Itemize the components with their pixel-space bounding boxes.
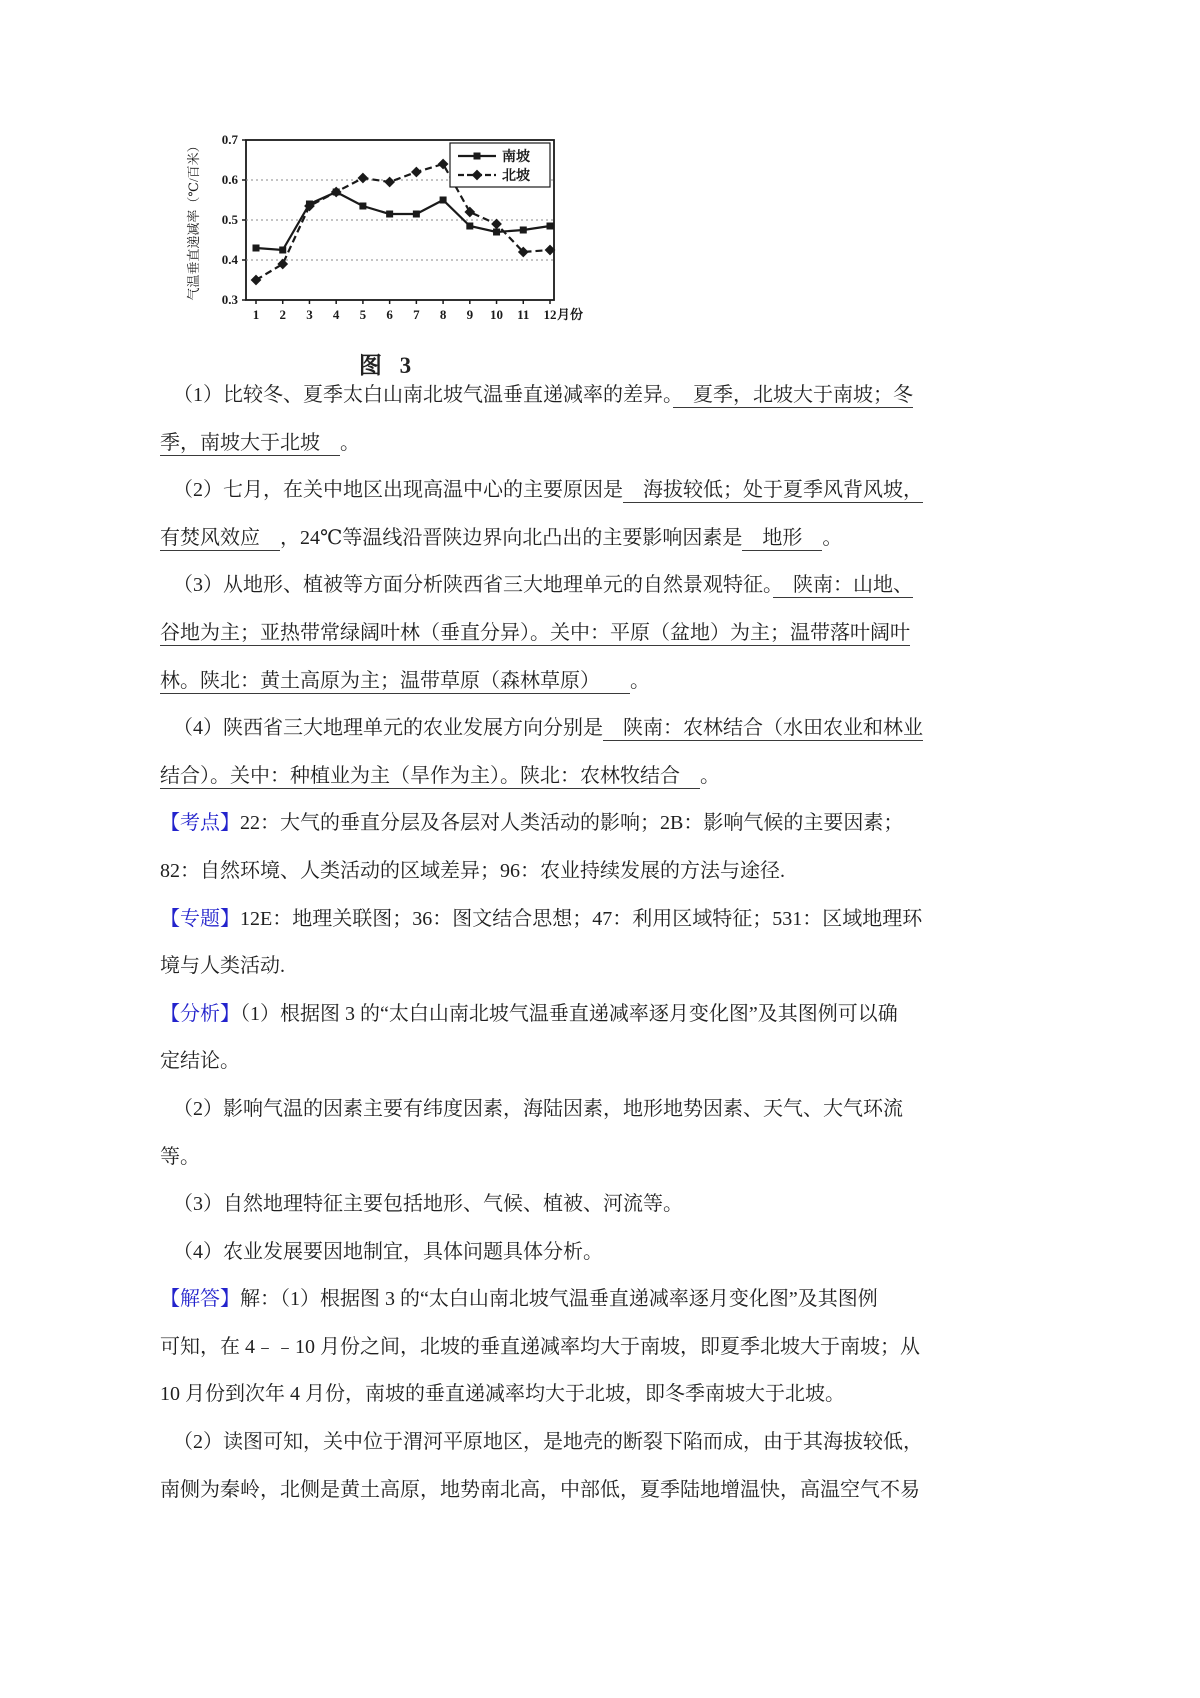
text-segment: （2）影响气温的因素主要有纬度因素，海陆因素，地形地势因素、天气、大气环流 <box>173 1097 903 1120</box>
x-tick-label: 7 <box>413 307 420 322</box>
marker-diamond <box>331 187 342 198</box>
marker-square <box>359 203 366 210</box>
x-tick-label: 4 <box>332 307 340 322</box>
text-segment: 南侧为秦岭，北侧是黄土高原，地势南北高，中部低，夏季陆地增温快，高温空气不易 <box>160 1478 920 1501</box>
legend-box <box>450 143 550 187</box>
document-body <box>160 372 1060 1514</box>
text-segment: （3）从地形、植被等方面分析陕西省三大地理单元的自然景观特征。 <box>173 574 773 597</box>
marker-square <box>413 211 420 218</box>
text-segment: 林。陕北：黄土高原为主；温带草原（森林草原） <box>160 669 630 692</box>
text-segment: 82：自然环境、人类活动的区域差异；96：农业持续发展的方法与途径. <box>160 859 785 882</box>
text-line <box>160 848 1060 896</box>
text-segment: （4）农业发展要因地制宜，具体问题具体分析。 <box>173 1240 603 1263</box>
y-tick-label: 0.4 <box>221 252 238 267</box>
text-line <box>160 1276 1060 1324</box>
figure-caption: 图 3 <box>358 353 418 378</box>
x-tick-label: 6 <box>386 307 393 322</box>
text-segment: 陕南：山地、 <box>773 574 913 597</box>
marker-diamond <box>251 275 262 286</box>
text-segment: 22：大气的垂直分层及各层对人类活动的影响；2B：影响气候的主要因素； <box>240 812 904 835</box>
marker-square <box>520 227 527 234</box>
marker-square <box>386 211 393 218</box>
text-segment: 定结论。 <box>160 1050 240 1073</box>
text-line <box>160 562 1060 610</box>
text-line <box>160 1419 1060 1467</box>
text-segment: 境与人类活动. <box>160 955 285 978</box>
x-tick-label: 11 <box>517 307 530 322</box>
marker-square <box>474 153 481 160</box>
text-segment: 有焚风效应 <box>160 526 280 549</box>
text-segment: 【解答】 <box>160 1288 240 1311</box>
text-line <box>160 943 1060 991</box>
marker-diamond <box>411 167 422 178</box>
y-tick-label: 0.3 <box>221 292 238 307</box>
text-segment: 10 月份到次年 4 月份，南坡的垂直递减率均大于北坡，即冬季南坡大于北坡。 <box>160 1383 845 1406</box>
text-line <box>160 515 1060 563</box>
text-line <box>160 1181 1060 1229</box>
text-line <box>160 1467 1060 1515</box>
y-tick-label: 0.6 <box>221 172 238 187</box>
series-南坡 <box>256 192 550 250</box>
x-tick-label: 12 <box>543 307 557 322</box>
text-segment: 可知，在 4﹣﹣10 月份之间，北坡的垂直递减率均大于南坡，即夏季北坡大于南坡；从 <box>160 1335 920 1358</box>
text-segment: 。 <box>822 526 843 549</box>
marker-square <box>493 229 500 236</box>
text-line <box>160 1324 1060 1372</box>
text-segment: 陕南：农林结合（水田农业和林业 <box>603 717 923 740</box>
x-tick-label: 3 <box>306 307 313 322</box>
text-line <box>160 1086 1060 1134</box>
text-segment: 结合）。关中：种植业为主（旱作为主）。陕北：农林牧结合 <box>160 764 700 787</box>
marker-diamond <box>438 159 449 170</box>
x-tick-label: 5 <box>359 307 367 322</box>
text-segment: （2）七月，在关中地区出现高温中心的主要原因是 <box>173 479 623 502</box>
text-segment: （3）自然地理特征主要包括地形、气候、植被、河流等。 <box>173 1193 683 1216</box>
text-line <box>160 610 1060 658</box>
text-segment: 夏季，北坡大于南坡；冬 <box>673 384 913 406</box>
figure-3 <box>182 128 594 380</box>
text-segment: 【专题】 <box>160 907 240 930</box>
text-line <box>160 1371 1060 1419</box>
text-line <box>160 420 1060 468</box>
text-line <box>160 705 1060 753</box>
legend-label: 南坡 <box>502 150 530 165</box>
x-axis-label: 月份 <box>557 307 584 322</box>
text-segment: 等。 <box>160 1145 200 1168</box>
text-line <box>160 1229 1060 1277</box>
text-line <box>160 800 1060 848</box>
y-tick-label: 0.7 <box>221 132 238 147</box>
y-tick-label: 0.5 <box>221 212 238 227</box>
text-segment: ，24℃等温线沿晋陕边界向北凸出的主要影响因素是 <box>280 526 743 549</box>
text-segment: 。 <box>630 669 650 692</box>
figure-3-chart <box>182 128 594 340</box>
x-tick-label: 9 <box>466 307 474 322</box>
marker-square <box>547 223 554 230</box>
marker-diamond <box>464 207 475 218</box>
y-axis-label: 气温垂直递减率（℃/百米） <box>186 139 201 301</box>
x-tick-label: 10 <box>490 307 504 322</box>
text-segment: （1）比较冬、夏季太白山南北坡气温垂直递减率的差异。 <box>173 384 673 406</box>
text-segment: （2）读图可知，关中位于渭河平原地区，是地壳的断裂下陷而成，由于其海拔较低， <box>173 1431 923 1454</box>
text-line <box>160 753 1060 801</box>
x-tick-label: 2 <box>279 307 286 322</box>
marker-diamond <box>384 177 395 188</box>
text-segment: 。 <box>700 764 720 787</box>
text-line <box>160 1038 1060 1086</box>
text-segment: 12E：地理关联图；36：图文结合思想；47：利用区域特征；531：区域地理环 <box>240 907 923 930</box>
text-line <box>160 991 1060 1039</box>
text-segment: 地形 <box>742 526 823 549</box>
text-line <box>160 1134 1060 1182</box>
text-line <box>160 896 1060 944</box>
x-tick-label: 8 <box>439 307 447 322</box>
text-segment: 解：（1）根据图 3 的“太白山南北坡气温垂直递减率逐月变化图”及其图例 <box>240 1288 878 1311</box>
x-tick-label: 1 <box>252 307 260 322</box>
text-line <box>160 658 1060 706</box>
marker-square <box>279 247 286 254</box>
text-line <box>160 372 1060 420</box>
marker-square <box>466 223 473 230</box>
marker-square <box>253 245 260 252</box>
text-segment: 谷地为主；亚热带常绿阔叶林（垂直分异）。关中：平原（盆地）为主；温带落叶阔叶 <box>160 621 910 644</box>
text-segment: （4）陕西省三大地理单元的农业发展方向分别是 <box>173 717 603 740</box>
text-line <box>160 467 1060 515</box>
marker-square <box>440 197 447 204</box>
text-segment: 。 <box>340 431 360 454</box>
text-segment: 【分析】 <box>160 1002 240 1025</box>
legend-label: 北坡 <box>502 169 530 184</box>
text-segment: 海拔较低；处于夏季风背风坡， <box>623 479 923 502</box>
text-segment: 【考点】 <box>160 812 240 835</box>
text-segment: 季，南坡大于北坡 <box>160 431 340 454</box>
text-segment: （1）根据图 3 的“太白山南北坡气温垂直递减率逐月变化图”及其图例可以确 <box>240 1002 898 1025</box>
marker-diamond <box>358 173 369 184</box>
